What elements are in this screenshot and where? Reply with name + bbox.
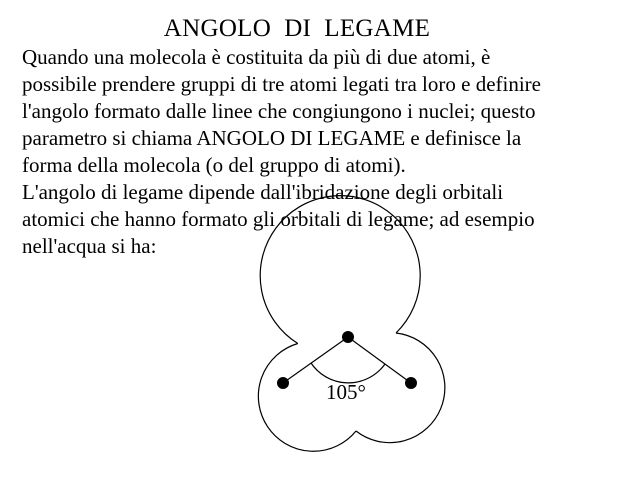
oxygen-nucleus	[342, 331, 354, 343]
bond-angle-label: 105°	[326, 380, 366, 404]
body-line: parametro si chiama ANGOLO DI LEGAME e definisce la	[22, 126, 522, 150]
hydrogen-orbital-right	[356, 333, 445, 443]
oxygen-orbital	[260, 196, 420, 344]
bond-line-left	[283, 337, 348, 383]
bond-line-right	[348, 337, 411, 383]
body-line: Quando una molecola è costituita da più di due atomi, è	[22, 45, 491, 69]
body-line: l'angolo formato dalle linee che congiungono i nuclei; questo	[22, 99, 536, 123]
body-line: forma della molecola (o del gruppo di atomi).	[22, 153, 406, 177]
body-line: atomici che hanno formato gli orbitali di legame; ad esempio	[22, 207, 535, 231]
hydrogen-nucleus-right	[405, 377, 417, 389]
slide-title: ANGOLO DI LEGAME	[163, 15, 431, 42]
body-line: possibile prendere gruppi di tre atomi legati tra loro e definire	[22, 72, 541, 96]
hydrogen-nucleus-left	[277, 377, 289, 389]
body-line: nell'acqua si ha:	[22, 234, 157, 258]
body-line: L'angolo di legame dipende dall'ibridazione degli orbitali	[22, 180, 504, 204]
